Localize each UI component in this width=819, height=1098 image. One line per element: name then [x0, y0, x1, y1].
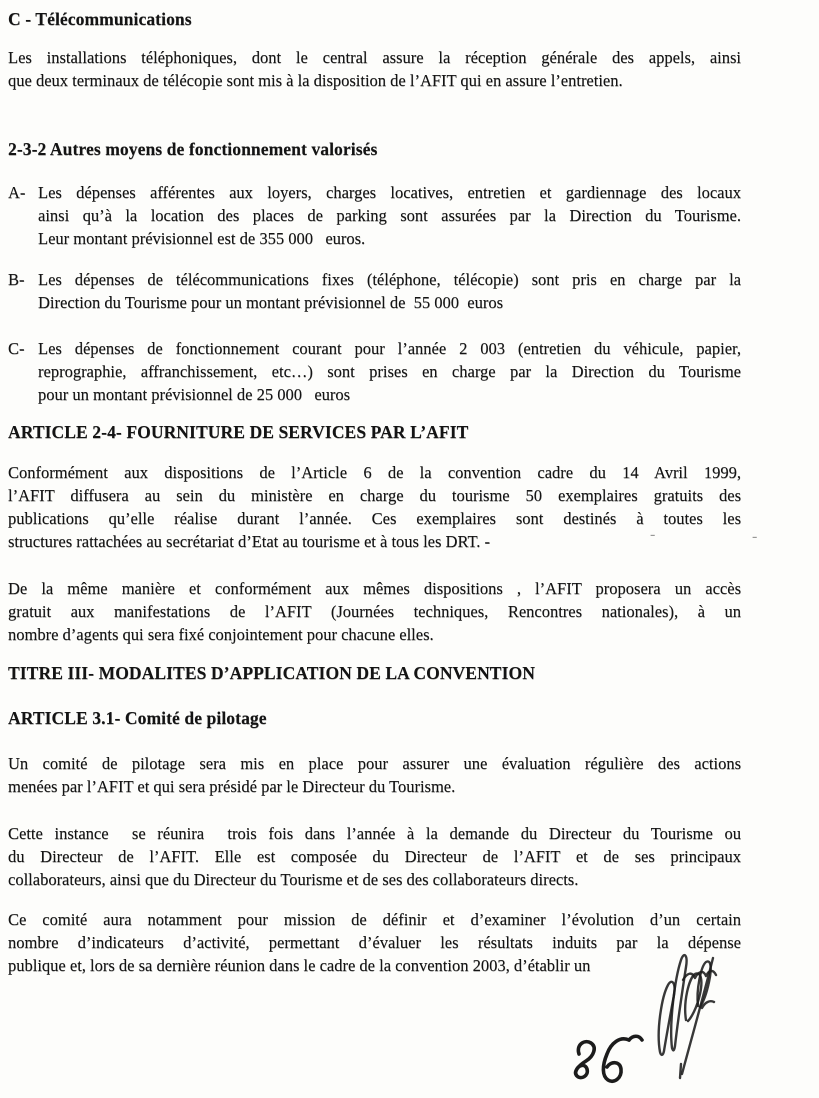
- text-line: que deux terminaux de télécopie sont mis à la disposition de l’AFIT qui en assure l’entretien.: [8, 71, 623, 90]
- heading-telecommunications: C - Télécommunications: [8, 9, 192, 29]
- handwritten-signature-icon: [645, 938, 765, 1088]
- paragraph-installations: [8, 46, 741, 92]
- heading-article-2-4: ARTICLE 2-4- FOURNITURE DE SERVICES PAR L’AFIT: [8, 422, 469, 442]
- scan-artifact-dash: -: [752, 528, 758, 545]
- scan-artifact-dash: -: [650, 526, 656, 543]
- text-line: publique et, lors de sa dernière réunion dans le cadre de la convention 2003, d’établir un: [8, 956, 591, 975]
- text-line: Les dépenses afférentes aux loyers, charges locatives, entretien et gardiennage des locaux: [38, 183, 741, 202]
- text-line: pour un montant prévisionnel de 25 000 euros: [38, 385, 351, 404]
- handwritten-page-number: [563, 1030, 653, 1092]
- text-line: Conformément aux dispositions de l’Article 6 de la convention cadre du 14 Avril 1999,: [8, 463, 741, 482]
- list-item-c: [8, 337, 741, 406]
- text-line: De la même manière et conformément aux mêmes dispositions , l’AFIT proposera un accès: [8, 579, 741, 598]
- text-line: l’AFIT diffusera au sein du ministère en charge du tourisme 50 exemplaires gratuits des: [8, 486, 741, 505]
- paragraph-ce-comite: [8, 908, 741, 977]
- text-line: Ce comité aura notamment pour mission de définir et d’examiner l’évolution d’un certain: [8, 910, 741, 929]
- text-line: nombre d’indicateurs d’activité, permettant d’évaluer les résultats induits par la dépense: [8, 933, 741, 952]
- paragraph-comite-pilotage: [8, 752, 741, 798]
- list-marker-a: A-: [8, 183, 26, 202]
- list-marker-c: C-: [8, 339, 25, 358]
- text-line: Les installations téléphoniques, dont le central assure la réception générale des appels, ainsi: [8, 48, 741, 67]
- text-line: Les dépenses de fonctionnement courant pour l’année 2 003 (entretien du véhicule, papier,: [38, 339, 741, 358]
- text-line: gratuit aux manifestations de l’AFIT (Journées techniques, Rencontres nationales), à un: [8, 602, 741, 621]
- text-line: structures rattachées au secrétariat d’Etat au tourisme et à tous les DRT. -: [8, 532, 491, 551]
- paragraph-meme-maniere: [8, 577, 741, 646]
- text-line: collaborateurs, ainsi que du Directeur du Tourisme et de ses des collaborateurs directs.: [8, 870, 579, 889]
- text-line: Direction du Tourisme pour un montant prévisionnel de 55 000 euros: [38, 293, 504, 312]
- text-line: Un comité de pilotage sera mis en place pour assurer une évaluation régulière des actions: [8, 754, 741, 773]
- text-line: Les dépenses de télécommunications fixes (téléphone, télécopie) sont pris en charge par la: [38, 270, 741, 289]
- heading-titre-3: TITRE III- MODALITES D’APPLICATION DE LA CONVENTION: [8, 663, 535, 683]
- text-line: reprographie, affranchissement, etc…) sont prises en charge par la Direction du Tourisme: [38, 362, 741, 381]
- list-marker-b: B-: [8, 270, 25, 289]
- list-item-b: [8, 268, 741, 314]
- paragraph-conformement: [8, 461, 741, 553]
- text-line: ainsi qu’à la location des places de parking sont assurées par la Direction du Tourisme.: [38, 206, 741, 225]
- text-line: menées par l’AFIT et qui sera présidé par le Directeur du Tourisme.: [8, 777, 456, 796]
- text-line: publications qu’elle réalise durant l’année. Ces exemplaires sont destinés à toutes les: [8, 509, 741, 528]
- text-line: Cette instance se réunira trois fois dans l’année à la demande du Directeur du Tourisme ou: [8, 824, 741, 843]
- text-line: Leur montant prévisionnel est de 355 000 euros.: [38, 229, 366, 248]
- heading-autres-moyens: 2-3-2 Autres moyens de fonctionnement valorisés: [8, 139, 378, 159]
- text-line: du Directeur de l’AFIT. Elle est composée du Directeur de l’AFIT et de ses principaux: [8, 847, 741, 866]
- list-item-a: [8, 181, 741, 250]
- heading-article-3-1: ARTICLE 3.1- Comité de pilotage: [8, 708, 267, 728]
- paragraph-cette-instance: [8, 822, 741, 891]
- text-line: nombre d’agents qui sera fixé conjointement pour chacune elles.: [8, 625, 434, 644]
